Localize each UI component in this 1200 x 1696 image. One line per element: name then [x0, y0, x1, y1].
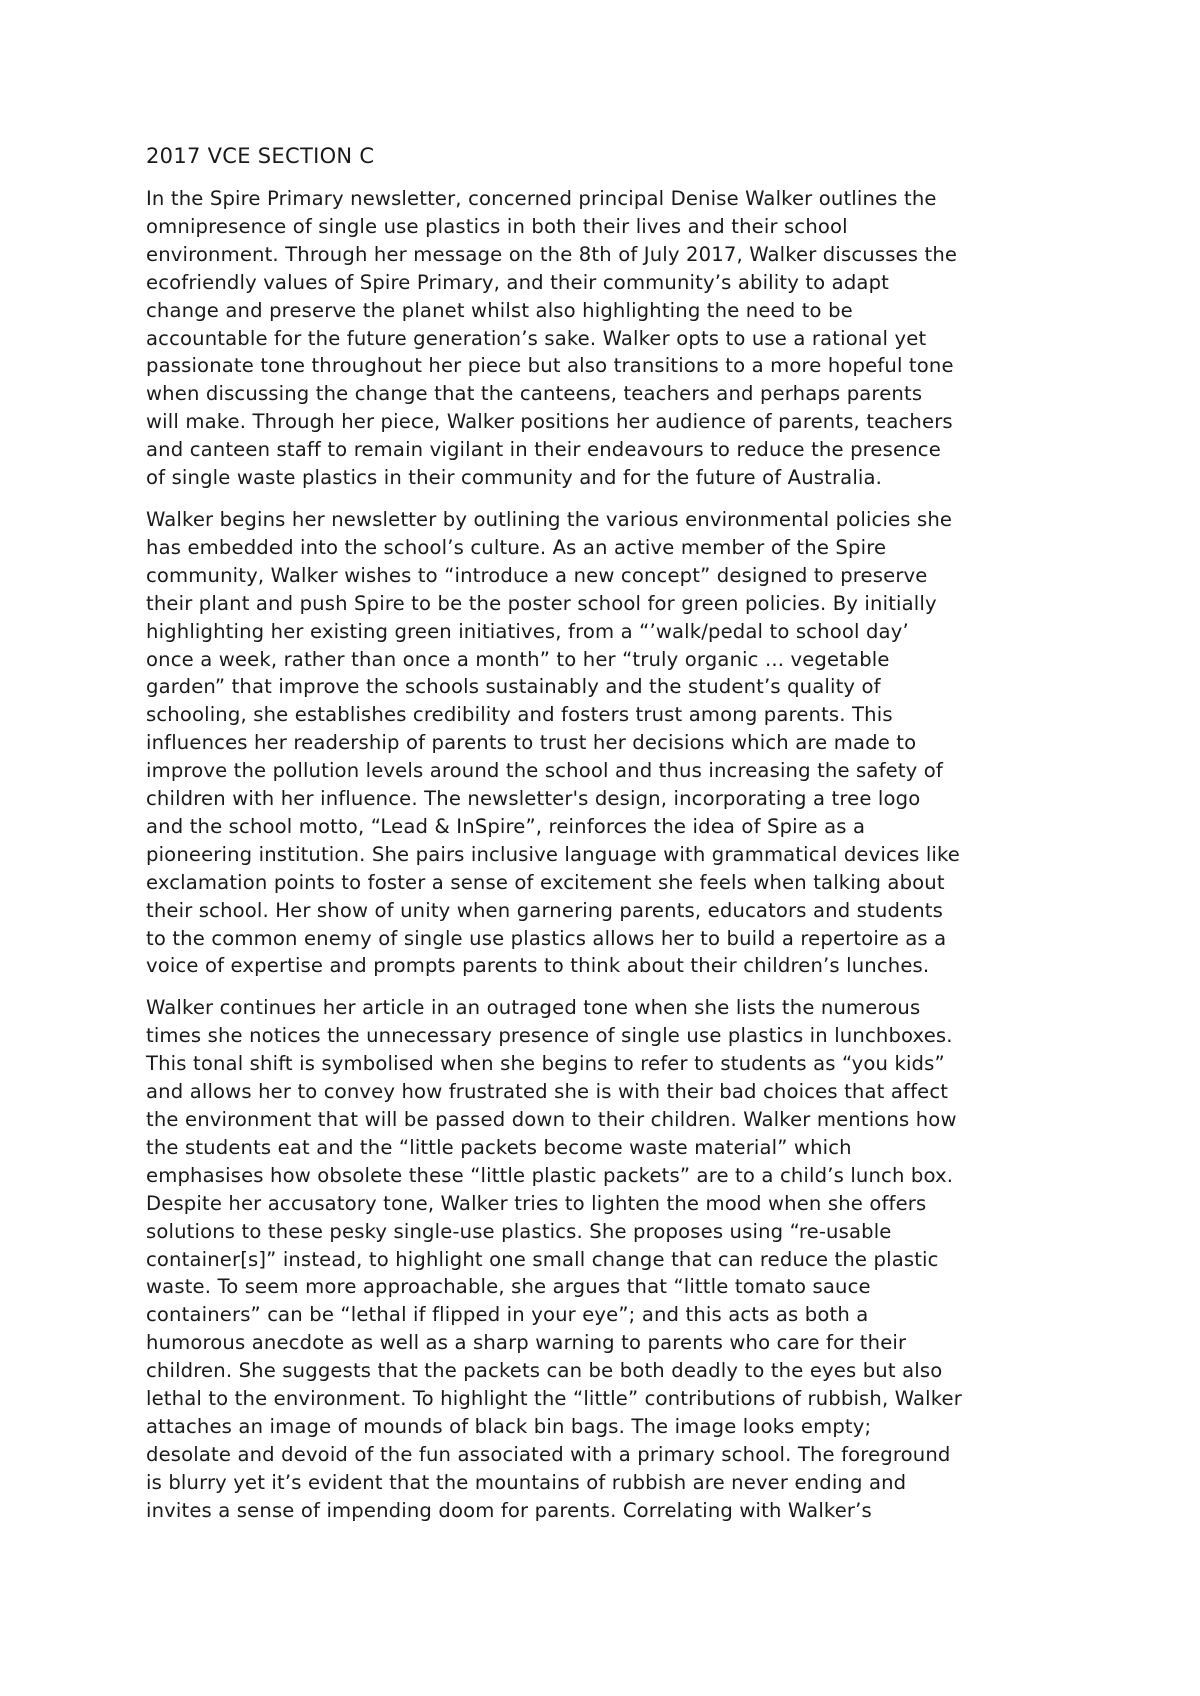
text-line: highlighting her existing green initiatives, from a “’walk/pedal to school day’ — [146, 619, 909, 643]
text-line: exclamation points to foster a sense of excitement she feels when talking about — [146, 870, 945, 894]
text-line: desolate and devoid of the fun associated with a primary school. The foreground — [146, 1442, 951, 1466]
text-line: their school. Her show of unity when garnering parents, educators and students — [146, 898, 943, 922]
text-line: the students eat and the “little packets become waste material” which — [146, 1135, 852, 1159]
text-line: children with her influence. The newsletter's design, incorporating a tree logo — [146, 787, 921, 811]
text-line: In the Spire Primary newsletter, concerned principal Denise Walker outlines the — [146, 187, 937, 210]
text-line: ecofriendly values of Spire Primary, and their community’s ability to adapt — [146, 270, 889, 294]
text-line: passionate tone throughout her piece but also transitions to a more hopeful tone — [146, 354, 954, 378]
text-line: has embedded into the school’s culture. As an active member of the Spire — [146, 535, 887, 559]
text-line: and canteen staff to remain vigilant in their endeavours to reduce the presence — [146, 438, 941, 462]
text-line: attaches an image of mounds of black bin bags. The image looks empty; — [146, 1414, 872, 1438]
text-line: invites a sense of impending doom for parents. Correlating with Walker’s — [146, 1498, 872, 1522]
text-line: accountable for the future generation’s sake. Walker opts to use a rational yet — [146, 326, 927, 350]
text-line: schooling, she establishes credibility and fosters trust among parents. This — [146, 703, 893, 727]
text-line: containers” can be “lethal if flipped in your eye”; and this acts as both a — [146, 1303, 869, 1327]
text-line: waste. To seem more approachable, she argues that “little tomato sauce — [146, 1275, 871, 1299]
text-line: and the school motto, “Lead & InSpire”, reinforces the idea of Spire as a — [146, 814, 866, 838]
text-line: This tonal shift is symbolised when she begins to refer to students as “you kids” — [146, 1052, 945, 1076]
text-line: of single waste plastics in their community and for the future of Australia. — [146, 466, 883, 490]
body-paragraph — [146, 506, 1076, 980]
text-line: garden” that improve the schools sustainably and the student’s quality of — [146, 675, 881, 699]
text-line: voice of expertise and prompts parents to think about their children’s lunches. — [146, 954, 930, 978]
text-line: once a week, rather than once a month” to her “truly organic ... vegetable — [146, 647, 890, 671]
text-line: is blurry yet it’s evident that the mountains of rubbish are never ending and — [146, 1470, 907, 1494]
body-paragraph — [146, 994, 1076, 1524]
text-line: omnipresence of single use plastics in both their lives and their school — [146, 214, 848, 238]
text-line: improve the pollution levels around the school and thus increasing the safety of — [146, 759, 943, 783]
text-line: emphasises how obsolete these “little plastic packets” are to a child’s lunch box. — [146, 1163, 954, 1187]
text-line: to the common enemy of single use plastics allows her to build a repertoire as a — [146, 926, 947, 950]
text-line: influences her readership of parents to trust her decisions which are made to — [146, 731, 917, 755]
text-line: solutions to these pesky single-use plastics. She proposes using “re-usable — [146, 1219, 892, 1243]
text-line: environment. Through her message on the 8th of July 2017, Walker discusses the — [146, 242, 958, 266]
body-paragraph — [146, 185, 1076, 492]
text-line: community, Walker wishes to “introduce a new concept” designed to preserve — [146, 563, 928, 587]
document-body — [146, 185, 1076, 1525]
text-line: children. She suggests that the packets can be both deadly to the eyes but also — [146, 1359, 943, 1383]
text-line: and allows her to convey how frustrated she is with their bad choices that affect — [146, 1080, 949, 1104]
text-line: container[s]” instead, to highlight one small change that can reduce the plastic — [146, 1247, 939, 1271]
text-line: pioneering institution. She pairs inclusive language with grammatical devices like — [146, 842, 961, 866]
text-line: their plant and push Spire to be the poster school for green policies. By initially — [146, 591, 937, 615]
text-line: humorous anecdote as well as a sharp warning to parents who care for their — [146, 1331, 907, 1355]
text-line: times she notices the unnecessary presence of single use plastics in lunchboxes. — [146, 1024, 953, 1048]
text-line: Walker begins her newsletter by outlining the various environmental policies she — [146, 507, 953, 531]
document-page — [146, 142, 1076, 1539]
text-line: the environment that will be passed down to their children. Walker mentions how — [146, 1108, 957, 1131]
text-line: lethal to the environment. To highlight the “little” contributions of rubbish, Walker — [146, 1387, 962, 1411]
text-line: when discussing the change that the canteens, teachers and perhaps parents — [146, 382, 923, 406]
text-line: Walker continues her article in an outraged tone when she lists the numerous — [146, 996, 921, 1020]
text-line: will make. Through her piece, Walker positions her audience of parents, teachers — [146, 410, 953, 434]
text-line: Despite her accusatory tone, Walker tries to lighten the mood when she offers — [146, 1191, 927, 1215]
document-heading: 2017 VCE SECTION C — [146, 144, 375, 168]
text-line: change and preserve the planet whilst also highlighting the need to be — [146, 298, 853, 322]
